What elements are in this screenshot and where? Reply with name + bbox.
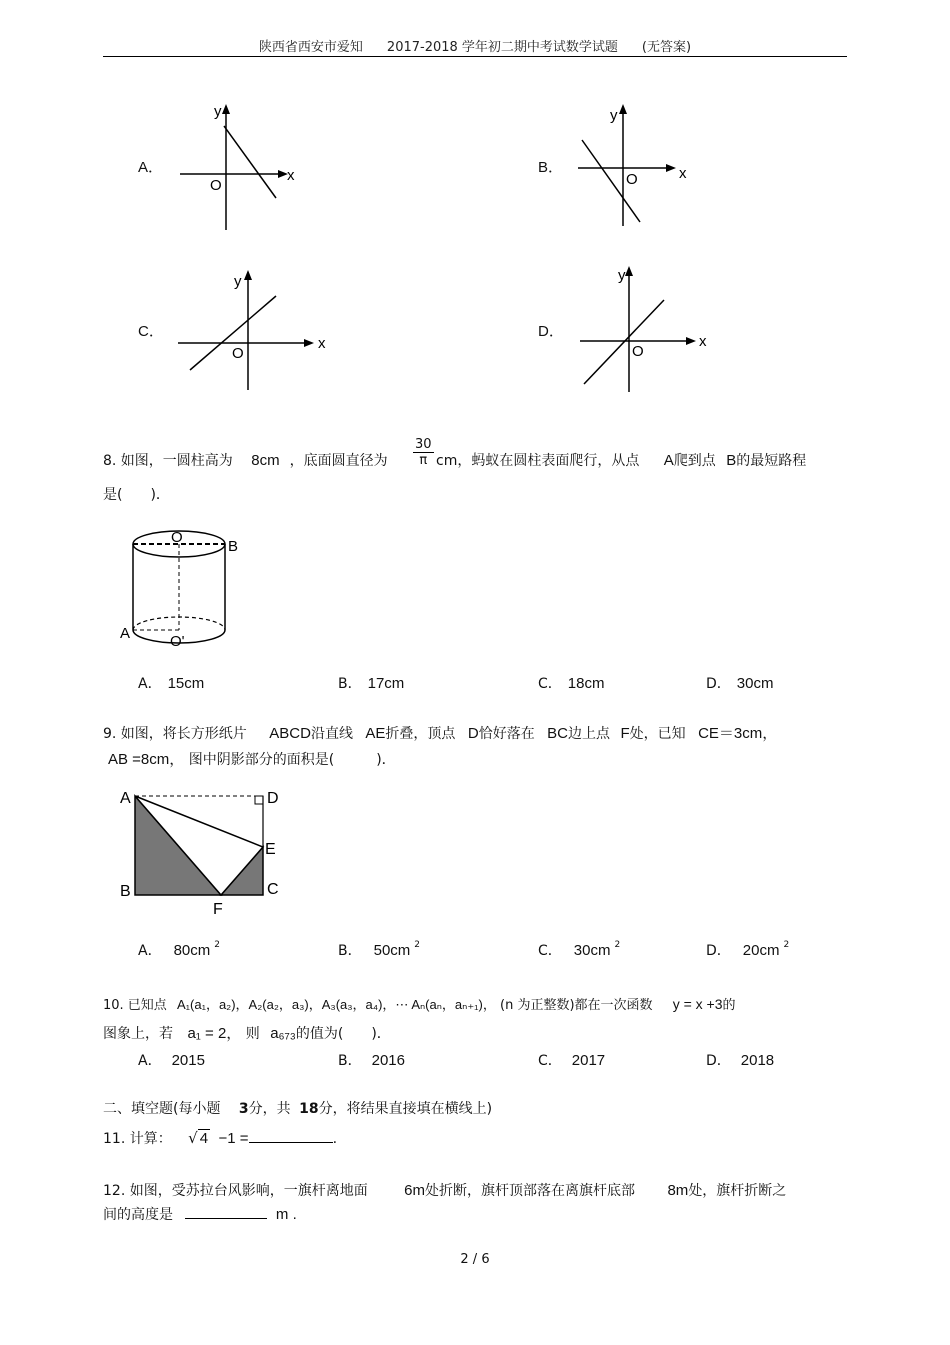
q8-choice-c[interactable] [538, 673, 604, 693]
q8-fig-a: A [120, 625, 131, 642]
q9-fig-d: D [267, 790, 279, 807]
q9-choice-c-sup: 2 [614, 940, 621, 950]
page-header [0, 36, 950, 55]
q9-text4: 恰好落在 [478, 726, 535, 742]
q8-text4: 爬到点 [673, 453, 716, 469]
q10-choice-b-letter: B． [338, 1053, 362, 1069]
q10-a1: a₁ = 2， [187, 1025, 242, 1042]
q8-text1: 8. 如图，一圆柱高为 [103, 453, 233, 469]
q8-text [103, 450, 388, 470]
q12-distance: 8m [667, 1182, 689, 1199]
q8-choice-d-letter: D． [706, 676, 731, 692]
q8-choice-a-letter: A． [138, 676, 162, 692]
q10-choice-a[interactable] [138, 1050, 205, 1070]
q7d-x-label: x [699, 333, 707, 350]
q7b-y-label: y [610, 107, 618, 124]
q10-choice-c-value: 2017 [571, 1052, 606, 1069]
header-note: (无答案) [641, 40, 692, 55]
q9-choice-b-value: 50cm [373, 942, 411, 959]
q8-choice-a[interactable] [138, 673, 204, 693]
q8-frac-den: π [419, 453, 428, 468]
q9-choice-a-value: 80cm [173, 942, 211, 959]
q11-answer-blank[interactable] [249, 1142, 333, 1143]
q11-text [103, 1128, 337, 1148]
q9-line: AE [365, 725, 386, 742]
q7-graph-d [570, 262, 720, 398]
q10-choice-d-value: 2018 [740, 1052, 775, 1069]
q7-option-a-label: A． [138, 159, 164, 176]
section2-heading [103, 1098, 492, 1118]
q8-choice-d[interactable] [706, 673, 773, 693]
q10-choice-d[interactable] [706, 1050, 774, 1070]
q12-text3: 处，旗杆折断之 [688, 1183, 787, 1199]
q7a-y-label: y [214, 103, 222, 120]
q7-graph-a [170, 100, 310, 240]
q8-line2: 是( )． [103, 487, 170, 503]
q9-choice-c-letter: C． [538, 943, 562, 959]
q8-text2: ，底面圆直径为 [289, 453, 388, 469]
q10-choice-a-letter: A． [138, 1053, 162, 1069]
q10-choice-b[interactable] [338, 1050, 405, 1070]
q7-option-b-label: B． [538, 159, 564, 176]
q7-option-c-label: C． [138, 323, 164, 340]
q8-height: 8cm [251, 452, 280, 469]
q11-end: . [332, 1131, 338, 1147]
header-rule [103, 56, 847, 57]
q9-fig-c: C [267, 881, 279, 898]
section2-text3: 分，将结果直接填在横线上) [318, 1101, 493, 1117]
header-school: 陕西省西安市爱知 [258, 40, 363, 55]
q8-choice-a-value: 15cm [167, 675, 205, 692]
q11-expr: −1 = [218, 1130, 249, 1147]
q9-ce: CE＝3cm， [698, 725, 778, 742]
header-title: 2017-2018 学年初二期中考试数学试题 [386, 40, 618, 55]
q7c-y-label: y [234, 273, 242, 290]
q9-text5: 边上点 [568, 726, 611, 742]
q9-text3: 折叠，顶点 [385, 726, 456, 742]
section2-total: 18 [299, 1101, 319, 1117]
q9-text6: 处，已知 [629, 726, 686, 742]
q8-text5: 的最短路程 [736, 453, 807, 469]
q9-choice-d-value: 20cm [742, 942, 780, 959]
q7c-x-label: x [318, 335, 326, 352]
q10-choice-a-value: 2015 [171, 1052, 205, 1069]
q12-answer-blank[interactable] [185, 1218, 267, 1219]
q7b-origin-label: O [626, 171, 638, 188]
q10-choice-c-letter: C． [538, 1053, 562, 1069]
q9-choice-c[interactable] [538, 940, 620, 960]
q9-ab: AB =8cm， [108, 751, 185, 768]
q7-graph-c [170, 266, 340, 396]
q8-frac-num: 30 [415, 437, 432, 452]
q8-text-cont [436, 450, 806, 470]
q10-choice-c[interactable] [538, 1050, 605, 1070]
section2-text2: 分，共 [248, 1101, 291, 1117]
q9-choice-d-letter: D． [706, 943, 731, 959]
q8-choice-c-value: 18cm [567, 675, 605, 692]
q9-choice-d[interactable] [706, 940, 789, 960]
q8-fig-o: O [171, 529, 183, 546]
q12-line2-text: 间的高度是 [103, 1207, 173, 1223]
q8-diameter-fraction [413, 437, 434, 468]
q9-side: BC [547, 725, 569, 742]
q8-choice-c-letter: C． [538, 676, 562, 692]
q8-fig-b: B [228, 538, 239, 555]
q9-choice-a-sup: 2 [214, 940, 220, 950]
q7-option-d-label: D． [538, 323, 564, 340]
q10-text2: (n 为正整数)都在一次函数 [500, 998, 653, 1013]
q7d-y-label: y [618, 267, 626, 284]
q9-text7: 图中阴影部分的面积是( )． [188, 752, 396, 768]
q11-radicand: 4 [199, 1130, 209, 1147]
q12-text2: 处折断，旗杆顶部落在离旗杆底部 [425, 1183, 636, 1199]
q10-choice-d-letter: D． [706, 1053, 731, 1069]
q12-line2 [103, 1204, 297, 1224]
section2-text1: 二、填空题(每小题 [103, 1101, 221, 1117]
q9-fig-a: A [120, 790, 131, 807]
q9-fold-figure [112, 784, 292, 919]
sqrt-symbol-icon: √ [188, 1129, 198, 1147]
q8-choice-b[interactable] [338, 673, 404, 693]
q10-prefix: 10. 已知点 [103, 998, 167, 1013]
q9-text [103, 722, 777, 743]
q9-vertex: D [467, 725, 479, 742]
q10-line2 [103, 1022, 391, 1043]
q7d-origin-label: O [632, 343, 644, 360]
q7c-origin-label: O [232, 345, 244, 362]
q8-choice-b-letter: B． [338, 676, 362, 692]
q8-cylinder-figure [110, 522, 260, 652]
q9-fig-b: B [120, 883, 131, 900]
q9-fig-e: E [265, 841, 276, 858]
q9-rect: ABCD [269, 725, 311, 742]
page-number: 2 / 6 [460, 1252, 490, 1267]
q7a-x-label: x [287, 167, 295, 184]
q8-choice-d-value: 30cm [736, 675, 774, 692]
q9-point: F [620, 725, 630, 742]
q8-point-a: A [663, 452, 674, 469]
q10-line2c: 的值为( )． [295, 1026, 391, 1042]
q7-graph-b [570, 100, 710, 240]
q7b-x-label: x [679, 165, 687, 182]
q9-text1: 9. 如图，将长方形纸片 [103, 726, 247, 742]
q10-line2b: 则 [245, 1026, 260, 1042]
q12-text1: 12. 如图，受苏拉台风影响，一旗杆离地面 [103, 1183, 368, 1199]
q10-choice-b-value: 2016 [371, 1052, 405, 1069]
q9-choice-c-value: 30cm [573, 942, 611, 959]
q9-text2: 沿直线 [310, 726, 353, 742]
q10-text3: 的 [722, 998, 736, 1013]
q12-text [103, 1180, 786, 1200]
q12-height: 6m [404, 1182, 426, 1199]
q9-choice-a[interactable] [138, 940, 220, 960]
q10-func: y = x +3 [672, 996, 723, 1012]
q8-choice-b-value: 17cm [367, 675, 405, 692]
q12-unit: m . [275, 1206, 297, 1223]
q10-a673: a₆₇₃ [270, 1025, 296, 1042]
q8-fig-o2: O' [170, 633, 185, 650]
q9-choice-d-sup: 2 [783, 940, 790, 950]
q9-choice-b[interactable] [338, 940, 420, 960]
q9-choice-a-letter: A． [138, 943, 162, 959]
q8-point-b: B [726, 452, 737, 469]
q10-text [103, 994, 736, 1013]
q9-choice-b-letter: B． [338, 943, 362, 959]
q10-line2a: 图象上，若 [103, 1026, 173, 1042]
q10-points: A₁(a₁，a₂)，A₂(a₂，a₃)，A₃(a₃，a₄)，⋯ Aₙ(aₙ，aₙ₊₁)， [176, 997, 496, 1012]
q7a-origin-label: O [210, 177, 222, 194]
section2-points: 3 [238, 1101, 249, 1117]
q11-label: 11. 计算： [103, 1131, 172, 1147]
q8-text3: cm，蚂蚁在圆柱表面爬行，从点 [436, 453, 640, 469]
q9-choice-b-sup: 2 [414, 940, 421, 950]
q9-line2 [108, 748, 396, 769]
q9-fig-f: F [213, 901, 223, 918]
